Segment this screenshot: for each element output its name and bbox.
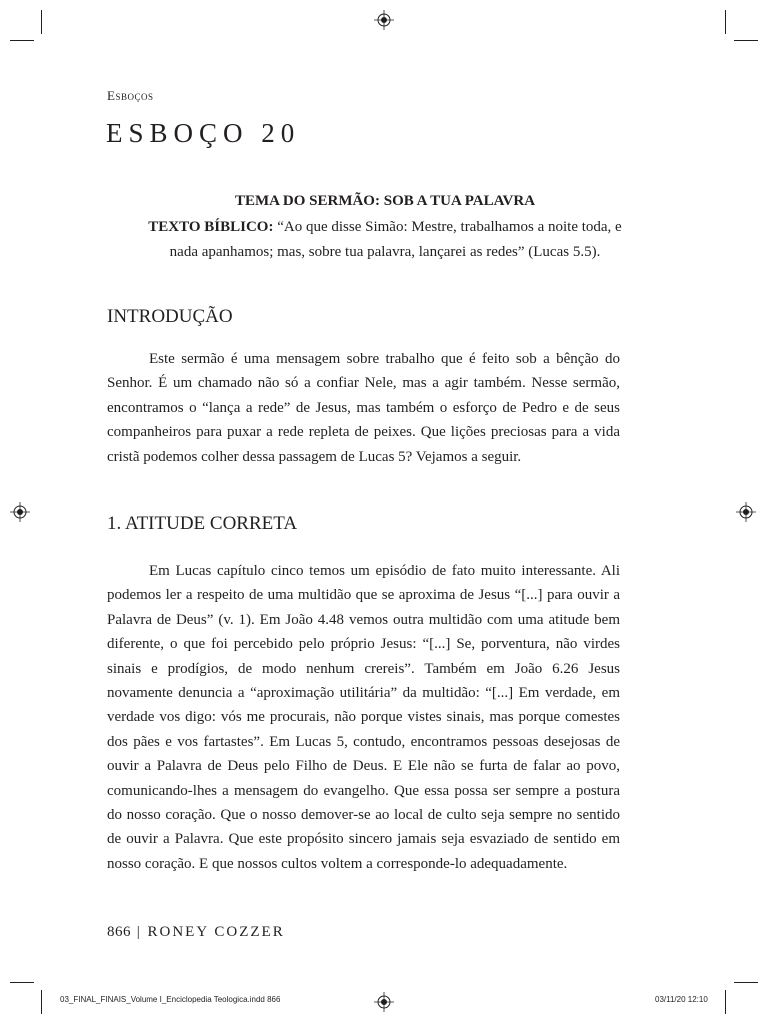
section1-paragraph: Em Lucas capítulo cinco temos um episódio de fato muito interessante. Ali podemos ler a respeito de uma multidão que se aproxima de Jesus “[...] para ouvir a Palavra de Deus” (v. 1). Em João 4.48 vemos outra multidão com uma atitude bem diferente, o que foi percebido pelo próprio Jesus: “[...] Se, porventura, não virdes sinais e prodígios, de modo nenhum crereis”. Também em João 6.26 Jesus novamente denuncia a “aproximação utilitária” da multidão: “[...] Em verdade, em verdade vos digo: vós me procurais, não porque vistes sinais, mas porque comestes dos pães e vos fartastes”. Em Lucas 5, contudo, encontramos pessoas desejosas de ouvir a Palavra de Deus pelo Filho de Deus. E Ele não se furta de falar ao povo, comunicando-lhes a mensagem do evangelho. Que essa possa ser sempre a postura do nosso coração. Que o nosso demover-se ao local de culto seja sempre no sentido de ouvir a Palavra. Que este propósito sincero jamais seja esvaziado de sentido em nosso coração. E que nossos cultos voltem a corresponde-lo adequadamente. [107,563,620,872]
registration-mark-icon [10,502,30,522]
folio-author: RONEY COZZER [147,924,285,940]
crop-mark [41,990,42,1014]
slug-date: 03/11/20 12:10 [655,995,708,1004]
crop-mark [41,10,42,34]
crop-mark [734,40,758,41]
running-head: Esboços [107,88,154,103]
crop-mark [734,982,758,983]
crop-mark [10,40,34,41]
slug-filename: 03_FINAL_FINAIS_Volume I_Enciclopedia Teologica.indd 866 [60,995,281,1004]
bible-text [100,215,670,265]
crop-mark [10,982,34,983]
crop-mark [725,990,726,1014]
page-title: ESBOÇO 20 [106,118,301,148]
page-number: 866 [107,924,131,940]
registration-mark-icon [374,992,394,1012]
intro-heading: INTRODUÇÃO [107,306,233,327]
folio-separator: | [136,924,142,940]
crop-mark [725,10,726,34]
registration-mark-icon [374,10,394,30]
bible-text-line1: “Ao que disse Simão: Mestre, trabalhamos a noite toda, e [277,219,622,235]
intro-paragraph: Este sermão é uma mensagem sobre trabalho que é feito sob a bênção do Senhor. É um chamado não só a confiar Nele, mas a agir também. Nesse sermão, encontramos o “lança a rede” de Jesus, mas também o esforço de Pedro e de seus companheiros para puxar a rede repleta de peixes. Que lições preciosas para a vida cristã podemos colher dessa passagem de Lucas 5? Vejamos a seguir. [107,351,620,465]
folio [107,924,285,941]
registration-mark-icon [736,502,756,522]
bible-text-line2: nada apanhamos; mas, sobre tua palavra, lançarei as redes” (Lucas 5.5). [169,244,601,260]
bible-text-label: TEXTO BÍBLICO: [148,219,274,235]
sermon-theme: TEMA DO SERMÃO: SOB A TUA PALAVRA [234,193,536,209]
section1-heading: 1. ATITUDE CORRETA [107,513,298,534]
